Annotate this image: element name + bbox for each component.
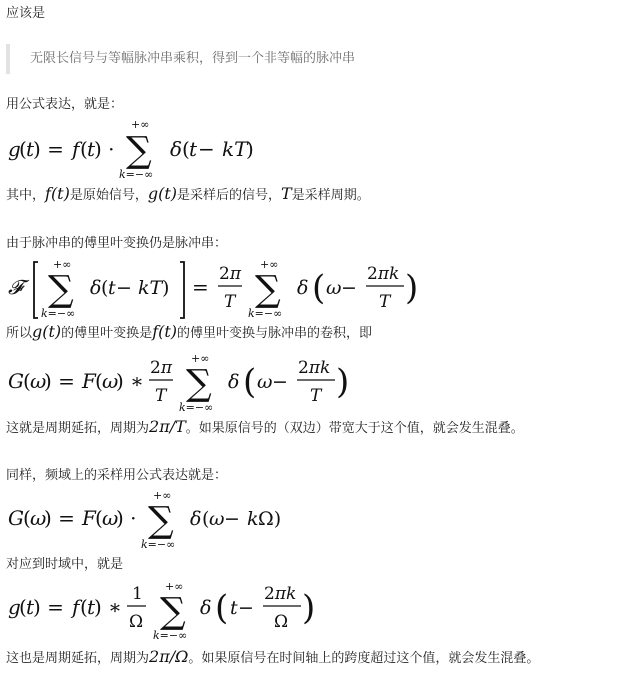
svg-text:t: t	[108, 277, 116, 299]
svg-text:=: =	[192, 275, 209, 299]
svg-text:k=−∞: k=−∞	[248, 307, 283, 320]
text-line-periodic-time: 这也是周期延拓，周期为2π/Ω。如果原信号在时间轴上的跨度超过这个值，就会发生混叠。	[6, 647, 540, 666]
svg-text:∑: ∑	[160, 591, 186, 632]
svg-text:ω: ω	[209, 508, 225, 530]
svg-text:T: T	[224, 292, 236, 312]
svg-text:∑: ∑	[186, 363, 212, 404]
svg-text:t: t	[26, 595, 35, 619]
svg-text:(: (	[19, 137, 27, 161]
svg-text:−: −	[341, 277, 357, 299]
svg-text:) ·: ) ·	[94, 137, 115, 161]
svg-text:+∞: +∞	[153, 489, 172, 502]
svg-text:) ∗: ) ∗	[116, 369, 144, 393]
svg-text:∑: ∑	[255, 269, 281, 310]
inline-math-period-time: 2π/T	[149, 417, 186, 436]
svg-text:kT: kT	[222, 137, 248, 161]
svg-text:T: T	[379, 292, 391, 312]
svg-text:G: G	[8, 506, 24, 530]
svg-text:1: 1	[132, 584, 143, 604]
svg-text:δ: δ	[170, 137, 183, 161]
svg-text:2πk: 2πk	[264, 584, 297, 604]
svg-text:) =: ) =	[44, 506, 75, 530]
svg-text:(: (	[95, 506, 103, 530]
svg-text:ω: ω	[257, 371, 273, 393]
text-line-fourier-intro: 由于脉冲串的傅里叶变换仍是脉冲串：	[6, 236, 228, 251]
inline-math-T: T	[281, 184, 292, 203]
svg-text:ω: ω	[30, 506, 47, 530]
svg-text:(: (	[23, 369, 31, 393]
svg-text:): )	[302, 588, 316, 628]
text-line-periodic-freq: 这就是周期延拓，周期为2π/T。如果原信号的（双边）带宽大于这个值，就会发生混叠。	[6, 417, 524, 436]
svg-text:(: (	[243, 362, 257, 402]
svg-text:(: (	[23, 506, 31, 530]
svg-text:2πk: 2πk	[367, 264, 400, 284]
svg-text:δ: δ	[90, 277, 102, 299]
svg-text:Ω: Ω	[274, 612, 289, 632]
svg-text:k=−∞: k=−∞	[141, 538, 176, 551]
svg-text:k=−∞: k=−∞	[41, 307, 76, 320]
svg-text:): )	[162, 277, 170, 299]
svg-text:𝓕: 𝓕	[8, 275, 23, 299]
svg-text:(: (	[182, 137, 190, 161]
svg-text:−: −	[224, 508, 240, 530]
svg-text:t: t	[87, 137, 96, 161]
text-line-freq-sampling: 同样，频域上的采样用公式表达就是：	[6, 468, 228, 483]
svg-text:−: −	[116, 277, 132, 299]
svg-text:): )	[405, 268, 419, 308]
svg-text:−: −	[238, 597, 254, 619]
svg-text:∑: ∑	[126, 130, 152, 171]
svg-text:k=−∞: k=−∞	[119, 168, 154, 181]
svg-text:): )	[336, 362, 350, 402]
svg-text:T: T	[310, 386, 322, 406]
svg-text:) ·: ) ·	[116, 506, 137, 530]
svg-text:δ: δ	[228, 371, 240, 393]
svg-text:(: (	[80, 595, 88, 619]
svg-text:F: F	[82, 506, 96, 530]
text-line-convolution: 所以g(t)的傅里叶变换是f(t)的傅里叶变换与脉冲串的卷积，即	[6, 322, 373, 341]
svg-text:2π: 2π	[219, 264, 242, 284]
svg-text:f: f	[72, 595, 80, 619]
svg-text:kT: kT	[138, 277, 163, 299]
svg-text:g: g	[8, 137, 21, 161]
blockquote-text: 无限长信号与等幅脉冲串乘积，得到一个非等幅的脉冲串	[30, 51, 356, 66]
svg-text:(: (	[202, 508, 210, 530]
svg-text:(: (	[101, 277, 109, 299]
inline-math-period-freq: 2π/Ω	[149, 647, 189, 666]
svg-text:g: g	[8, 595, 21, 619]
svg-text:): )	[246, 137, 254, 161]
svg-text:t: t	[87, 595, 96, 619]
svg-text:) =: ) =	[33, 137, 64, 161]
svg-text:G: G	[8, 369, 24, 393]
svg-text:(: (	[80, 137, 88, 161]
svg-text:(: (	[312, 268, 326, 308]
svg-text:T: T	[155, 386, 167, 406]
svg-text:(: (	[215, 588, 229, 628]
svg-text:k=−∞: k=−∞	[179, 401, 214, 414]
svg-text:ω: ω	[102, 506, 119, 530]
svg-text:F: F	[82, 369, 96, 393]
svg-text:t: t	[26, 137, 35, 161]
svg-text:+∞: +∞	[131, 118, 150, 131]
svg-text:) ∗: ) ∗	[94, 595, 122, 619]
svg-text:(: (	[95, 369, 103, 393]
blockquote	[6, 44, 616, 74]
svg-text:2πk: 2πk	[298, 358, 331, 378]
svg-text:f: f	[72, 137, 80, 161]
svg-text:+∞: +∞	[260, 258, 279, 271]
svg-text:ω: ω	[326, 277, 342, 299]
inline-math-g: g(t)	[147, 184, 178, 203]
svg-text:−: −	[198, 137, 215, 161]
svg-text:k=−∞: k=−∞	[153, 629, 188, 642]
svg-text:ω: ω	[102, 369, 119, 393]
svg-text:∑: ∑	[48, 269, 74, 310]
svg-text:−: −	[272, 371, 288, 393]
svg-text:t: t	[230, 597, 238, 619]
text-line-formula-intro: 用公式表达，就是：	[6, 97, 124, 112]
svg-text:ω: ω	[30, 369, 47, 393]
inline-math-f: f(t)	[45, 184, 70, 203]
text-line-time-domain: 对应到时域中，就是	[6, 557, 124, 572]
svg-text:t: t	[189, 137, 198, 161]
text-line-definitions: 其中，f(t)是原始信号，g(t)是采样后的信号，T是采样周期。	[6, 184, 370, 203]
svg-text:+∞: +∞	[53, 258, 72, 271]
svg-text:+∞: +∞	[165, 580, 184, 593]
text-line-intro: 应该是	[6, 6, 46, 21]
svg-text:(: (	[19, 595, 27, 619]
svg-text:2π: 2π	[150, 358, 173, 378]
svg-text:) =: ) =	[33, 595, 64, 619]
svg-text:Ω: Ω	[129, 612, 144, 632]
svg-text:Ω): Ω)	[258, 508, 282, 530]
svg-text:δ: δ	[190, 508, 202, 530]
svg-text:) =: ) =	[44, 369, 75, 393]
svg-text:∑: ∑	[148, 500, 174, 541]
svg-text:δ: δ	[200, 597, 212, 619]
svg-text:δ: δ	[297, 277, 309, 299]
svg-text:+∞: +∞	[191, 352, 210, 365]
svg-text:k: k	[247, 508, 259, 530]
